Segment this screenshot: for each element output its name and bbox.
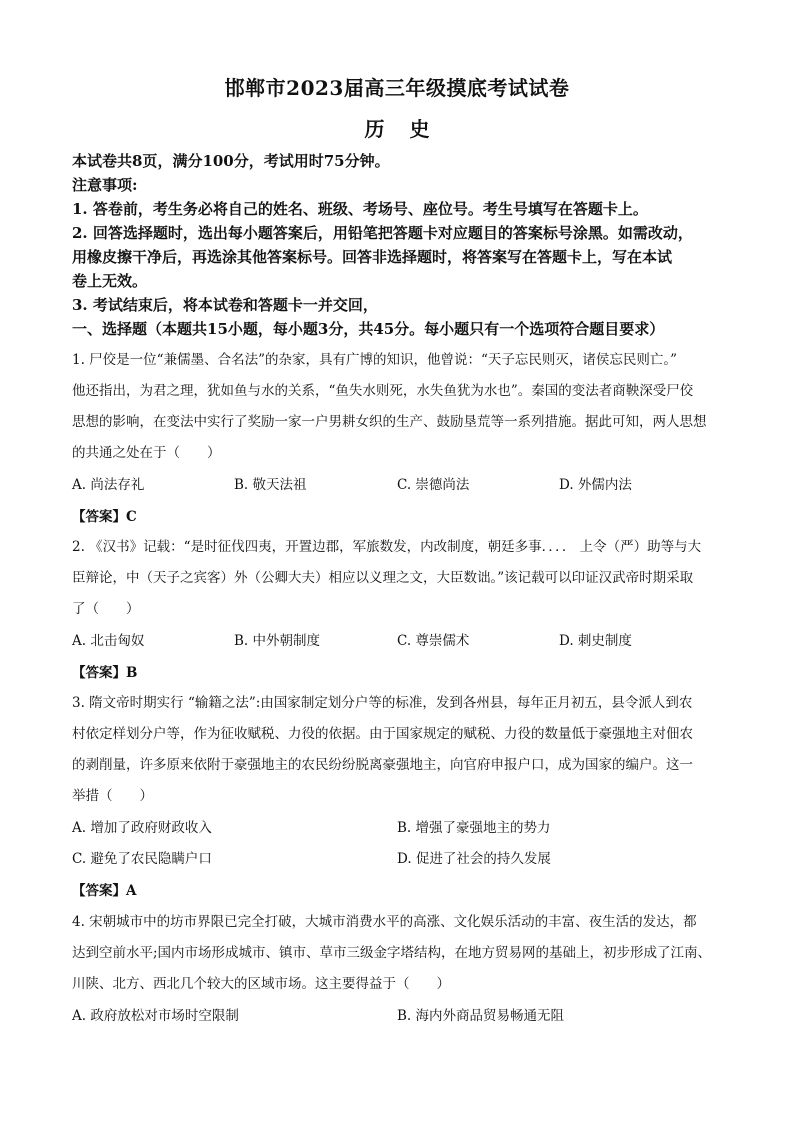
- question-2-line: 2. 《汉书》记载：“是时征伐四夷，开置边郡，军旅数发，内改制度，朝廷多事．．．． 上令（严）助等与大: [72, 539, 702, 555]
- question-1-option-c[interactable]: C. 崇德尚法: [397, 477, 470, 493]
- question-1-option-a[interactable]: A. 尚法存礼: [72, 477, 145, 493]
- question-4-option-b[interactable]: B. 海内外商品贸易畅通无阻: [397, 1008, 565, 1024]
- question-2-answer: 【答案】B: [72, 665, 138, 681]
- notice-heading: 注意事项:: [72, 176, 138, 194]
- question-1-option-d[interactable]: D. 外儒内法: [559, 477, 632, 493]
- question-4-line: 4. 宋朝城市中的坊市界限已完全打破，大城市消费水平的高涨、文化娱乐活动的丰富、夜生活的发达，都: [72, 914, 697, 930]
- question-1-option-b[interactable]: B. 敬天法祖: [234, 477, 307, 493]
- question-3-line: 的剥削量，许多原来依附于豪强地主的农民纷纷脱离豪强地主，向官府申报户口，成为国家的编户。这一: [72, 757, 693, 773]
- question-1-answer: 【答案】C: [72, 509, 137, 525]
- section-heading-choice: 一、选择题（本题共15小题，每小题3分，共45分。每小题只有一个选项符合题目要求）: [72, 320, 665, 338]
- question-3-option-a[interactable]: A. 增加了政府财政收入: [72, 820, 212, 836]
- question-3-line: 3. 隋文帝时期实行 “输籍之法”:由国家制定划分户等的标准，发到各州县，每年正月初五，县令派人到农: [72, 695, 693, 711]
- question-3-option-c[interactable]: C. 避免了农民隐瞒户口: [72, 851, 212, 867]
- question-3-line: 村依定样划分户等，作为征收赋税、力役的依据。由于国家规定的赋税、力役的数量低于豪强地主对佃农: [72, 726, 693, 742]
- question-2-line: 了（ ）: [72, 601, 140, 617]
- question-4-line: 川陕、北方、西北几个较大的区域市场。这主要得益于（ ）: [72, 976, 450, 992]
- notice-item-2-line-2: 用橡皮擦干净后，再选涂其他答案标号。回答非选择题时，将答案写在答题卡上，写在本试: [72, 248, 673, 266]
- question-1-line: 1. 尸佼是一位“兼儒墨、合名法”的杂家，具有广博的知识，他曾说：“天子忘民则灭，诸侯忘民则亡。”: [72, 352, 678, 368]
- subject-title: 历 史: [364, 117, 430, 141]
- question-1-line: 的共通之处在于（ ）: [72, 445, 221, 461]
- notice-item-2-line-3: 卷上无效。: [72, 272, 148, 290]
- question-3-answer: 【答案】A: [72, 883, 137, 899]
- notice-item-3: 3. 考试结束后，将本试卷和答题卡一并交回，: [72, 296, 378, 314]
- question-4-line: 达到空前水平;国内市场形成城市、镇市、草市三级金字塔结构，在地方贸易网的基础上，初步形成了江南、: [72, 945, 712, 961]
- question-3-option-b[interactable]: B. 增强了豪强地主的势力: [397, 820, 551, 836]
- question-4-option-a[interactable]: A. 政府放松对市场时空限制: [72, 1008, 239, 1024]
- notice-item-2-line-1: 2. 回答选择题时，选出每小题答案后，用铅笔把答题卡对应题目的答案标号涂黑。如需改动，: [72, 224, 693, 242]
- question-1-line: 思想的影响，在变法中实行了奖励一家一户男耕女织的生产、鼓励垦荒等一系列措施。据此可知，两人思想: [72, 414, 707, 430]
- question-2-option-c[interactable]: C. 尊崇儒术: [397, 633, 470, 649]
- exam-title: 邯郸市2023届高三年级摸底考试试卷: [224, 76, 570, 100]
- exam-info-line: 本试卷共8页，满分100分，考试用时75分钟。: [72, 152, 390, 170]
- question-2-option-a[interactable]: A. 北击匈奴: [72, 633, 145, 649]
- question-3-option-d[interactable]: D. 促进了社会的持久发展: [397, 851, 551, 867]
- question-2-option-d[interactable]: D. 刺史制度: [559, 633, 632, 649]
- question-3-line: 举措（ ）: [72, 788, 153, 804]
- notice-item-1: 1. 答卷前，考生务必将自己的姓名、班级、考场号、座位号。考生号填写在答题卡上。: [72, 200, 648, 218]
- question-2-line: 臣辩论，中（天子之宾客）外（公卿大夫）相应以义理之文，大臣数诎。”该记载可以印证汉武帝时期采取: [72, 570, 694, 586]
- question-1-line: 他还指出，为君之理，犹如鱼与水的关系，“鱼失水则死，水失鱼犹为水也”。秦国的变法者商鞅深受尸佼: [72, 383, 694, 399]
- question-2-option-b[interactable]: B. 中外朝制度: [234, 633, 321, 649]
